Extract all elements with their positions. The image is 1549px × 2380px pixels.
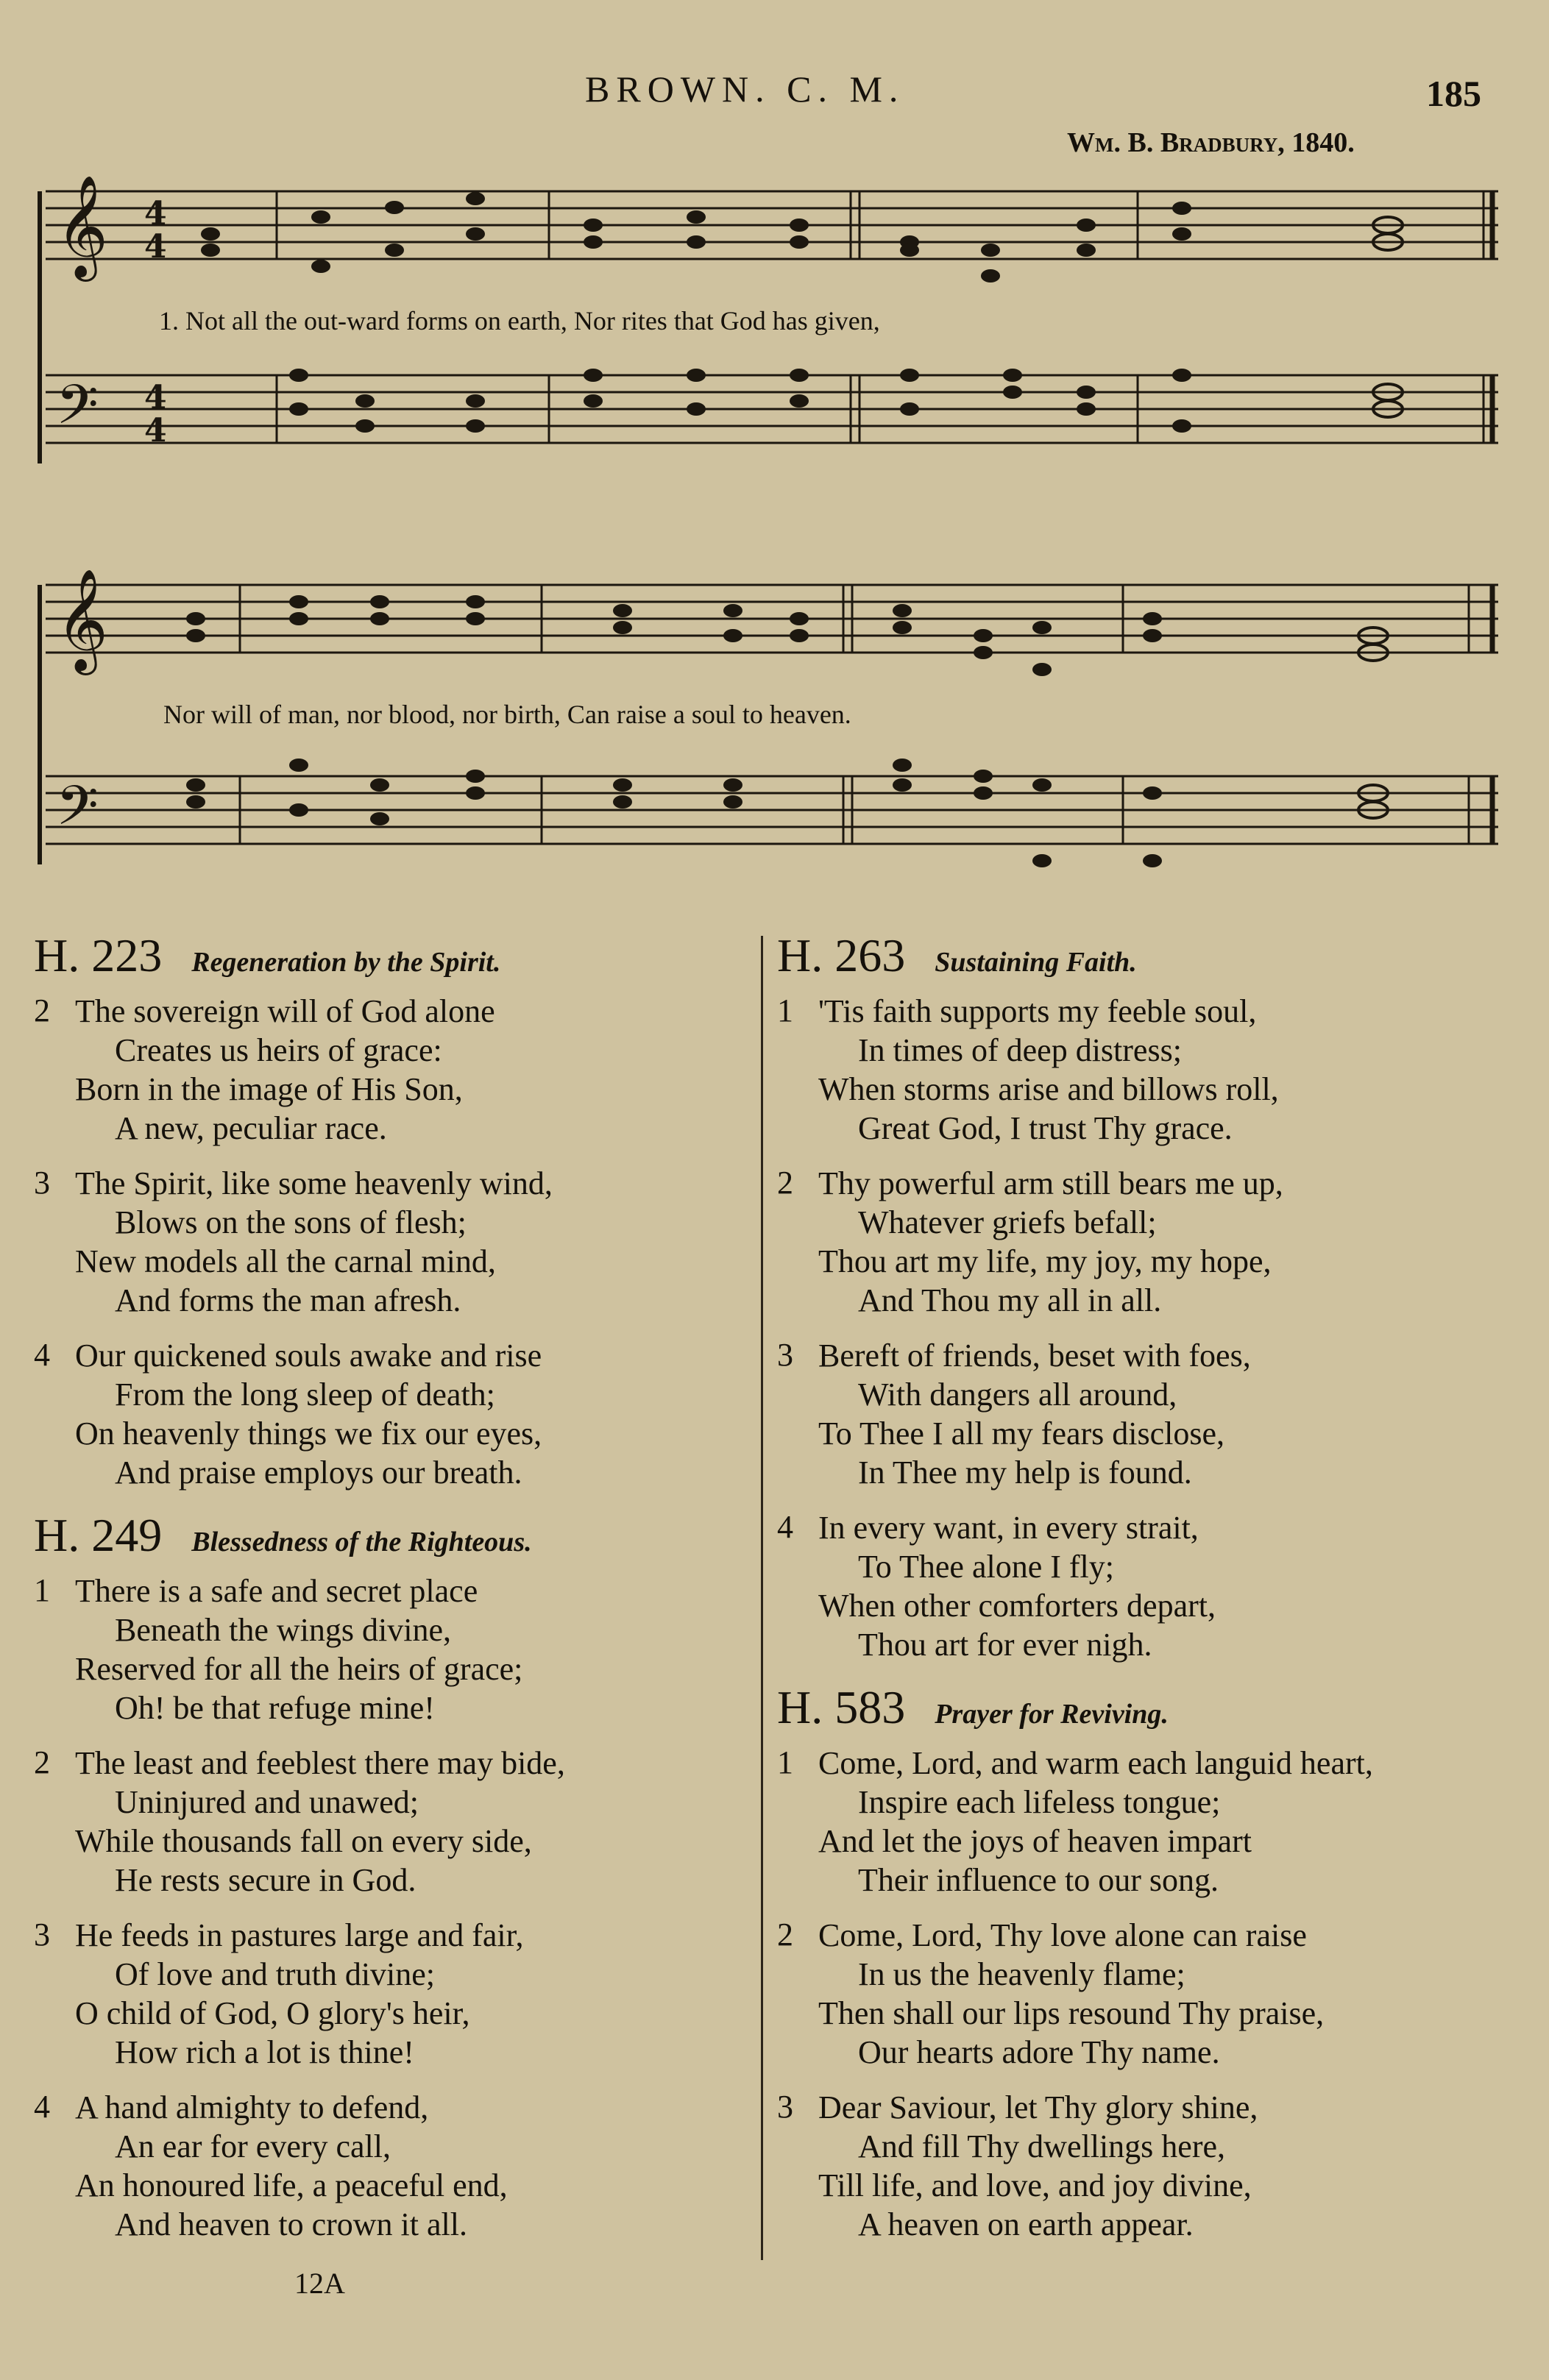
verse-line: In Thee my help is found. (858, 1454, 1192, 1491)
right-column (777, 928, 1506, 2260)
verse-line: Thou art my life, my joy, my hope, (818, 1243, 1272, 1279)
system-1-lyric: 1. Not all the out-ward forms on earth, Nor rites that God has given, (159, 306, 880, 335)
verse-line: Reserved for all the heirs of grace; (75, 1651, 523, 1687)
stanza (777, 992, 1506, 1148)
verse-line: When storms arise and billows roll, (818, 1071, 1279, 1107)
stanza-number: 1 (34, 1572, 50, 1608)
stanza (34, 992, 740, 1148)
verse-line: Oh! be that refuge mine! (115, 1690, 435, 1726)
verse-line: In every want, in every strait, (818, 1510, 1199, 1546)
verse-line: A heaven on earth appear. (858, 2206, 1194, 2242)
stanza (34, 1916, 740, 2072)
hymn-223 (34, 928, 740, 1492)
verse-line: Our hearts adore Thy name. (858, 2034, 1220, 2070)
verse-line: And praise employs our breath. (115, 1454, 522, 1491)
svg-text:4: 4 (144, 412, 167, 450)
svg-text:4: 4 (144, 379, 167, 416)
music-system-1 (34, 169, 1501, 478)
stanza (34, 1571, 740, 1727)
stanza-number: 3 (34, 1165, 50, 1201)
verse-line: Come, Lord, Thy love alone can raise (818, 1917, 1307, 1953)
verse-line: Dear Saviour, let Thy glory shine, (818, 2089, 1258, 2125)
verse-line: Come, Lord, and warm each languid heart, (818, 1745, 1373, 1781)
verse-line: Born in the image of His Son, (75, 1071, 463, 1107)
hymn-subject: Prayer for Reviving. (935, 1699, 1169, 1730)
verse-line: When other comforters depart, (818, 1588, 1216, 1624)
stanza-number: 2 (777, 1917, 793, 1953)
stanza-number: 2 (34, 1744, 50, 1780)
stanza (34, 1164, 740, 1320)
verse-line: A new, peculiar race. (115, 1110, 387, 1146)
stanza-number: 4 (777, 1509, 793, 1545)
stanza-number: 1 (777, 1744, 793, 1780)
verse-line: Thy powerful arm still bears me up, (818, 1165, 1283, 1201)
verse-line: And Thou my all in all. (858, 1282, 1162, 1318)
composer-credit: Wm. B. Bradbury, 1840. (1067, 127, 1355, 158)
verse-line: And fill Thy dwellings here, (858, 2128, 1225, 2164)
hymn-subject: Sustaining Faith. (935, 947, 1137, 978)
hymn-number: H. 249 (34, 1509, 163, 1561)
verse-line: An honoured life, a peaceful end, (75, 2167, 508, 2203)
verse-line: Uninjured and unawed; (115, 1784, 419, 1820)
verse-line: 'Tis faith supports my feeble soul, (818, 993, 1257, 1029)
svg-text:4: 4 (144, 195, 167, 232)
hymn-583 (777, 1680, 1506, 2244)
stanza (777, 1916, 1506, 2072)
stanza (34, 1744, 740, 1900)
verse-line: Till life, and love, and joy divine, (818, 2167, 1252, 2203)
stanza (34, 2088, 740, 2244)
stanza-number: 3 (34, 1917, 50, 1953)
verse-line: In times of deep distress; (858, 1032, 1182, 1068)
verse-line: And forms the man afresh. (115, 1282, 461, 1318)
stanza-number: 2 (34, 992, 50, 1029)
verse-line: Beneath the wings divine, (115, 1612, 452, 1648)
verse-line: And let the joys of heaven impart (818, 1823, 1252, 1859)
stanza (777, 1508, 1506, 1664)
stanza-number: 3 (777, 2089, 793, 2125)
verse-line: Of love and truth divine; (115, 1956, 436, 1992)
svg-text:𝄢: 𝄢 (56, 373, 99, 450)
page-number: 185 (1426, 73, 1481, 114)
verse-line: Our quickened souls awake and rise (75, 1338, 542, 1374)
stanza-number: 1 (777, 992, 793, 1029)
verse-line: Inspire each lifeless tongue; (858, 1784, 1221, 1820)
verse-line: He feeds in pastures large and fair, (75, 1917, 524, 1953)
svg-text:4: 4 (144, 228, 167, 266)
verse-line: And heaven to crown it all. (115, 2206, 467, 2242)
verse-line: While thousands fall on every side, (75, 1823, 532, 1859)
verse-line: There is a safe and secret place (75, 1573, 478, 1609)
verse-line: An ear for every call, (115, 2128, 391, 2164)
verse-line: Thou art for ever nigh. (858, 1627, 1152, 1663)
verse-line: With dangers all around, (858, 1377, 1177, 1413)
stanza (777, 1164, 1506, 1320)
stanza-number: 2 (777, 1165, 793, 1201)
stanza-number: 3 (777, 1337, 793, 1373)
stanza-number: 4 (34, 1337, 50, 1373)
hymn-249 (34, 1508, 740, 2244)
page-header (0, 68, 1549, 158)
svg-text:𝄞: 𝄞 (56, 175, 108, 277)
stanza (777, 1336, 1506, 1492)
svg-text:𝄢: 𝄢 (56, 774, 99, 851)
hymn-subject: Regeneration by the Spirit. (191, 947, 501, 978)
verse-line: The least and feeblest there may bide, (75, 1745, 565, 1781)
column-divider (761, 936, 763, 2260)
verse-line: Then shall our lips resound Thy praise, (818, 1995, 1325, 2031)
stanza (777, 2088, 1506, 2244)
stanza (34, 1336, 740, 1492)
verse-line: From the long sleep of death; (115, 1377, 495, 1413)
hymn-number: H. 223 (34, 929, 163, 981)
music-system-2 (34, 566, 1501, 875)
verse-line: He rests secure in God. (115, 1862, 417, 1898)
hymn-subject: Blessedness of the Righteous. (191, 1527, 532, 1557)
hymn-263 (777, 928, 1506, 1664)
verse-line: On heavenly things we fix our eyes, (75, 1415, 542, 1452)
stanza-number: 4 (34, 2089, 50, 2125)
verse-line: The sovereign will of God alone (75, 993, 495, 1029)
verse-line: Great God, I trust Thy grace. (858, 1110, 1233, 1146)
hymn-number: H. 583 (777, 1681, 906, 1733)
system-2-lyric: Nor will of man, nor blood, nor birth, Can raise a soul to heaven. (163, 700, 851, 729)
verse-line: Creates us heirs of grace: (115, 1032, 442, 1068)
verse-line: O child of God, O glory's heir, (75, 1995, 470, 2031)
verse-line: Whatever griefs befall; (858, 1204, 1157, 1240)
verse-line: To Thee alone I fly; (858, 1549, 1114, 1585)
stanza (777, 1744, 1506, 1900)
tune-title: BROWN. C. M. (585, 68, 905, 110)
verse-line: Blows on the sons of flesh; (115, 1204, 467, 1240)
verse-line: New models all the carnal mind, (75, 1243, 496, 1279)
verse-line: The Spirit, like some heavenly wind, (75, 1165, 553, 1201)
svg-text:𝄞: 𝄞 (56, 569, 108, 671)
verse-line: How rich a lot is thine! (115, 2034, 414, 2070)
verse-line: Bereft of friends, beset with foes, (818, 1338, 1251, 1374)
verse-line: A hand almighty to defend, (75, 2089, 429, 2125)
verse-line: To Thee I all my fears disclose, (818, 1415, 1225, 1452)
left-column (34, 928, 740, 2260)
signature-mark: 12A (294, 2267, 345, 2300)
verse-line: In us the heavenly flame; (858, 1956, 1185, 1992)
hymn-number: H. 263 (777, 929, 906, 981)
verse-line: Their influence to our song. (858, 1862, 1219, 1898)
